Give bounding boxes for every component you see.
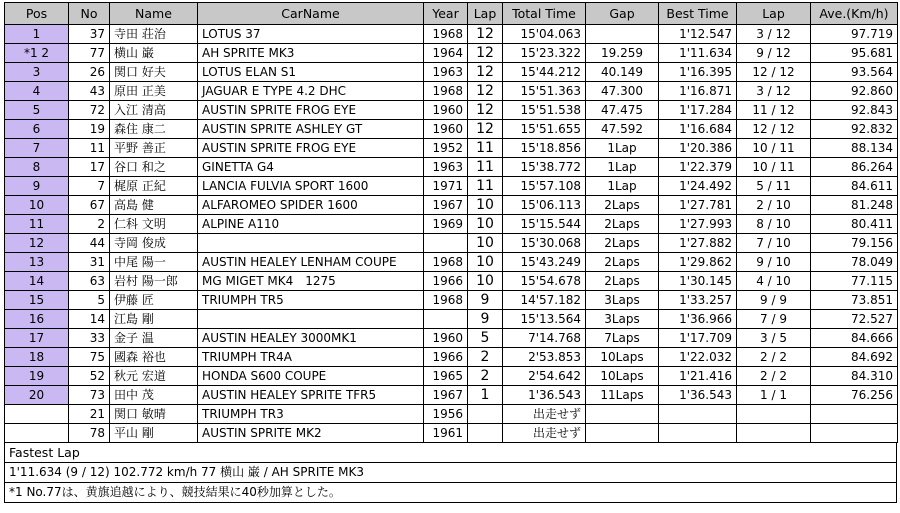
cell-pos: 9: [5, 177, 69, 196]
cell-lap: 10: [468, 253, 503, 272]
cell-no: 52: [69, 367, 110, 386]
footnote: *1 No.77は、黄旗追越により、競技結果に40秒加算とした。: [4, 483, 897, 503]
cell-best-time: 1'33.257: [659, 291, 737, 310]
cell-total-time: 15'38.772: [503, 158, 586, 177]
cell-best-time: 1'11.634: [659, 44, 737, 63]
cell-carname: GINETTA G4: [198, 158, 424, 177]
col-header-name: Name: [110, 3, 198, 25]
cell-average: 86.264: [811, 158, 898, 177]
cell-best-time: 1'12.547: [659, 25, 737, 44]
table-row: [5, 291, 898, 310]
cell-pos: [5, 405, 69, 424]
cell-average: 81.248: [811, 196, 898, 215]
table-row: [5, 310, 898, 329]
cell-gap: 7Laps: [586, 329, 659, 348]
cell-gap: 10Laps: [586, 367, 659, 386]
cell-lap: 10: [468, 234, 503, 253]
cell-lap: 11: [468, 158, 503, 177]
cell-gap: 47.475: [586, 101, 659, 120]
cell-best-lap: 2 / 2: [737, 367, 811, 386]
cell-pos: *1 2: [5, 44, 69, 63]
cell-best-time: 1'24.492: [659, 177, 737, 196]
cell-pos: 14: [5, 272, 69, 291]
cell-pos: 17: [5, 329, 69, 348]
cell-total-time: 15'23.322: [503, 44, 586, 63]
cell-best-lap: 3 / 5: [737, 329, 811, 348]
cell-gap: 2Laps: [586, 272, 659, 291]
cell-best-time: 1'36.543: [659, 386, 737, 405]
cell-year: 1960: [424, 101, 468, 120]
cell-best-lap: [737, 405, 811, 424]
table-row: [5, 253, 898, 272]
cell-best-lap: 4 / 10: [737, 272, 811, 291]
cell-total-time: 15'06.113: [503, 196, 586, 215]
cell-gap: 3Laps: [586, 291, 659, 310]
cell-average: 92.843: [811, 101, 898, 120]
col-header-carname: CarName: [198, 3, 424, 25]
cell-average: 84.666: [811, 329, 898, 348]
cell-average: 78.049: [811, 253, 898, 272]
cell-best-time: [659, 405, 737, 424]
cell-gap: 10Laps: [586, 348, 659, 367]
cell-name: 伊藤 匠: [110, 291, 198, 310]
cell-best-lap: 9 / 12: [737, 44, 811, 63]
cell-carname: TRIUMPH TR3: [198, 405, 424, 424]
cell-carname: AUSTIN SPRITE FROG EYE: [198, 139, 424, 158]
table-row: [5, 63, 898, 82]
cell-lap: 10: [468, 272, 503, 291]
cell-name: 森住 康二: [110, 120, 198, 139]
cell-no: 43: [69, 82, 110, 101]
cell-pos: 16: [5, 310, 69, 329]
table-row: [5, 139, 898, 158]
cell-gap: [586, 424, 659, 443]
cell-total-time: 15'51.538: [503, 101, 586, 120]
cell-best-time: 1'17.709: [659, 329, 737, 348]
cell-lap: 12: [468, 101, 503, 120]
table-row: [5, 234, 898, 253]
cell-gap: 47.300: [586, 82, 659, 101]
col-header-best-lap: Lap: [737, 3, 811, 25]
cell-best-time: 1'27.781: [659, 196, 737, 215]
cell-total-time: 15'51.655: [503, 120, 586, 139]
cell-lap: 9: [468, 291, 503, 310]
cell-name: 原田 正美: [110, 82, 198, 101]
cell-total-time: 出走せず: [503, 405, 586, 424]
cell-carname: TRIUMPH TR5: [198, 291, 424, 310]
cell-name: 入江 清高: [110, 101, 198, 120]
cell-year: 1967: [424, 196, 468, 215]
table-row: [5, 405, 898, 424]
fastest-lap-title: Fastest Lap: [4, 443, 897, 463]
cell-year: 1960: [424, 120, 468, 139]
cell-average: 84.692: [811, 348, 898, 367]
results-table: [4, 2, 898, 443]
cell-best-lap: [737, 424, 811, 443]
cell-no: 72: [69, 101, 110, 120]
cell-no: 78: [69, 424, 110, 443]
cell-average: 84.310: [811, 367, 898, 386]
cell-best-time: 1'22.032: [659, 348, 737, 367]
cell-carname: AUSTIN SPRITE ASHLEY GT: [198, 120, 424, 139]
cell-best-lap: 8 / 10: [737, 215, 811, 234]
col-header-year: Year: [424, 3, 468, 25]
cell-total-time: 15'18.856: [503, 139, 586, 158]
cell-carname: AUSTIN HEALEY 3000MK1: [198, 329, 424, 348]
cell-best-lap: 12 / 12: [737, 120, 811, 139]
cell-total-time: 15'51.363: [503, 82, 586, 101]
cell-name: 國森 裕也: [110, 348, 198, 367]
table-row: [5, 101, 898, 120]
table-row: [5, 120, 898, 139]
cell-pos: 15: [5, 291, 69, 310]
cell-carname: JAGUAR E TYPE 4.2 DHC: [198, 82, 424, 101]
cell-best-time: 1'29.862: [659, 253, 737, 272]
cell-best-time: 1'21.416: [659, 367, 737, 386]
table-row: [5, 367, 898, 386]
cell-best-time: [659, 424, 737, 443]
cell-year: 1969: [424, 215, 468, 234]
cell-total-time: 15'43.249: [503, 253, 586, 272]
cell-average: 79.156: [811, 234, 898, 253]
cell-pos: 12: [5, 234, 69, 253]
cell-best-time: 1'36.966: [659, 310, 737, 329]
cell-name: 平山 剛: [110, 424, 198, 443]
cell-best-lap: 3 / 12: [737, 25, 811, 44]
cell-name: 江島 剛: [110, 310, 198, 329]
cell-total-time: 1'36.543: [503, 386, 586, 405]
cell-carname: MG MIGET MK4 1275: [198, 272, 424, 291]
cell-no: 14: [69, 310, 110, 329]
table-row: [5, 82, 898, 101]
cell-year: 1968: [424, 253, 468, 272]
table-row: [5, 44, 898, 63]
cell-lap: 2: [468, 367, 503, 386]
results-footer: [4, 443, 897, 503]
cell-total-time: 出走せず: [503, 424, 586, 443]
cell-pos: 11: [5, 215, 69, 234]
cell-gap: [586, 25, 659, 44]
cell-best-time: 1'16.684: [659, 120, 737, 139]
cell-no: 7: [69, 177, 110, 196]
col-header-total-time: Total Time: [503, 3, 586, 25]
cell-best-lap: 7 / 9: [737, 310, 811, 329]
cell-year: 1964: [424, 44, 468, 63]
cell-year: 1952: [424, 139, 468, 158]
header-row: [5, 3, 898, 25]
table-row: [5, 177, 898, 196]
cell-carname: AH SPRITE MK3: [198, 44, 424, 63]
cell-no: 19: [69, 120, 110, 139]
cell-average: 92.832: [811, 120, 898, 139]
cell-year: 1963: [424, 158, 468, 177]
cell-gap: 2Laps: [586, 234, 659, 253]
cell-best-lap: 10 / 11: [737, 158, 811, 177]
cell-best-lap: 7 / 10: [737, 234, 811, 253]
cell-average: 92.860: [811, 82, 898, 101]
cell-year: 1963: [424, 63, 468, 82]
cell-year: 1971: [424, 177, 468, 196]
table-row: [5, 329, 898, 348]
cell-pos: 5: [5, 101, 69, 120]
cell-average: 73.851: [811, 291, 898, 310]
col-header-best-time: Best Time: [659, 3, 737, 25]
cell-lap: 12: [468, 82, 503, 101]
cell-year: [424, 310, 468, 329]
cell-average: 80.411: [811, 215, 898, 234]
col-header-lap: Lap: [468, 3, 503, 25]
table-row: [5, 424, 898, 443]
cell-no: 75: [69, 348, 110, 367]
cell-average: 77.115: [811, 272, 898, 291]
cell-best-lap: 3 / 12: [737, 82, 811, 101]
cell-lap: [468, 405, 503, 424]
cell-best-time: 1'16.395: [659, 63, 737, 82]
cell-gap: 1Lap: [586, 177, 659, 196]
cell-pos: 1: [5, 25, 69, 44]
cell-gap: 40.149: [586, 63, 659, 82]
cell-name: 谷口 和之: [110, 158, 198, 177]
cell-lap: 12: [468, 25, 503, 44]
cell-best-lap: 12 / 12: [737, 63, 811, 82]
cell-lap: 1: [468, 386, 503, 405]
cell-average: 76.256: [811, 386, 898, 405]
cell-gap: 2Laps: [586, 215, 659, 234]
cell-no: 37: [69, 25, 110, 44]
col-header-average: Ave.(Km/h): [811, 3, 898, 25]
cell-year: 1966: [424, 272, 468, 291]
cell-best-time: 1'16.871: [659, 82, 737, 101]
cell-name: 梶原 正紀: [110, 177, 198, 196]
cell-year: [424, 234, 468, 253]
cell-carname: AUSTIN SPRITE FROG EYE: [198, 101, 424, 120]
cell-name: 田中 茂: [110, 386, 198, 405]
cell-carname: TRIUMPH TR4A: [198, 348, 424, 367]
cell-carname: LANCIA FULVIA SPORT 1600: [198, 177, 424, 196]
cell-pos: 6: [5, 120, 69, 139]
cell-total-time: 15'04.063: [503, 25, 586, 44]
cell-best-lap: 9 / 10: [737, 253, 811, 272]
table-row: [5, 158, 898, 177]
cell-total-time: 14'57.182: [503, 291, 586, 310]
cell-best-lap: 9 / 9: [737, 291, 811, 310]
cell-average: 72.527: [811, 310, 898, 329]
cell-name: 岩村 陽一郎: [110, 272, 198, 291]
col-header-pos: Pos: [5, 3, 69, 25]
cell-gap: [586, 405, 659, 424]
cell-average: 93.564: [811, 63, 898, 82]
fastest-lap-detail: 1'11.634 (9 / 12) 102.772 km/h 77 横山 巌 / AH SPRITE MK3: [4, 463, 897, 483]
cell-lap: 12: [468, 63, 503, 82]
cell-total-time: 7'14.768: [503, 329, 586, 348]
cell-name: 横山 巌: [110, 44, 198, 63]
cell-lap: 11: [468, 177, 503, 196]
results-sheet: [4, 2, 897, 503]
cell-best-time: 1'30.145: [659, 272, 737, 291]
cell-year: 1967: [424, 386, 468, 405]
cell-lap: 2: [468, 348, 503, 367]
cell-carname: LOTUS 37: [198, 25, 424, 44]
cell-best-time: 1'17.284: [659, 101, 737, 120]
cell-no: 5: [69, 291, 110, 310]
cell-no: 11: [69, 139, 110, 158]
cell-pos: 7: [5, 139, 69, 158]
cell-pos: 13: [5, 253, 69, 272]
cell-carname: ALFAROMEO SPIDER 1600: [198, 196, 424, 215]
cell-average: 84.611: [811, 177, 898, 196]
cell-best-lap: 5 / 11: [737, 177, 811, 196]
cell-name: 秋元 宏道: [110, 367, 198, 386]
cell-no: 17: [69, 158, 110, 177]
col-header-gap: Gap: [586, 3, 659, 25]
cell-name: 寺岡 俊成: [110, 234, 198, 253]
cell-carname: [198, 234, 424, 253]
cell-gap: 2Laps: [586, 253, 659, 272]
cell-carname: AUSTIN SPRITE MK2: [198, 424, 424, 443]
cell-no: 73: [69, 386, 110, 405]
cell-best-time: 1'20.386: [659, 139, 737, 158]
cell-no: 31: [69, 253, 110, 272]
cell-carname: AUSTIN HEALEY SPRITE TFR5: [198, 386, 424, 405]
cell-best-lap: 2 / 2: [737, 348, 811, 367]
table-row: [5, 196, 898, 215]
cell-best-lap: 10 / 11: [737, 139, 811, 158]
cell-year: 1960: [424, 329, 468, 348]
cell-no: 63: [69, 272, 110, 291]
cell-average: 88.134: [811, 139, 898, 158]
cell-year: 1965: [424, 367, 468, 386]
cell-best-lap: 2 / 10: [737, 196, 811, 215]
cell-carname: AUSTIN HEALEY LENHAM COUPE: [198, 253, 424, 272]
cell-gap: 2Laps: [586, 196, 659, 215]
cell-no: 77: [69, 44, 110, 63]
cell-no: 26: [69, 63, 110, 82]
cell-year: 1961: [424, 424, 468, 443]
cell-best-time: 1'27.993: [659, 215, 737, 234]
cell-name: 平野 善正: [110, 139, 198, 158]
cell-name: 中尾 陽一: [110, 253, 198, 272]
cell-year: 1968: [424, 291, 468, 310]
cell-gap: 47.592: [586, 120, 659, 139]
table-row: [5, 25, 898, 44]
cell-pos: 3: [5, 63, 69, 82]
cell-best-lap: 11 / 12: [737, 101, 811, 120]
cell-name: 高島 健: [110, 196, 198, 215]
cell-no: 44: [69, 234, 110, 253]
cell-average: [811, 405, 898, 424]
cell-year: 1968: [424, 25, 468, 44]
cell-pos: 4: [5, 82, 69, 101]
cell-average: 95.681: [811, 44, 898, 63]
cell-best-time: 1'22.379: [659, 158, 737, 177]
cell-pos: 20: [5, 386, 69, 405]
cell-total-time: 2'53.853: [503, 348, 586, 367]
cell-pos: 19: [5, 367, 69, 386]
cell-carname: LOTUS ELAN S1: [198, 63, 424, 82]
cell-lap: 10: [468, 215, 503, 234]
cell-best-lap: 1 / 1: [737, 386, 811, 405]
cell-total-time: 15'57.108: [503, 177, 586, 196]
results-body: [5, 25, 898, 443]
table-row: [5, 272, 898, 291]
cell-no: 67: [69, 196, 110, 215]
cell-year: 1956: [424, 405, 468, 424]
cell-gap: 19.259: [586, 44, 659, 63]
cell-gap: 1Lap: [586, 158, 659, 177]
cell-no: 21: [69, 405, 110, 424]
cell-pos: 8: [5, 158, 69, 177]
cell-lap: 9: [468, 310, 503, 329]
table-row: [5, 386, 898, 405]
cell-lap: 12: [468, 44, 503, 63]
cell-year: 1966: [424, 348, 468, 367]
cell-no: 2: [69, 215, 110, 234]
cell-total-time: 15'30.068: [503, 234, 586, 253]
cell-lap: 12: [468, 120, 503, 139]
cell-average: [811, 424, 898, 443]
cell-total-time: 2'54.642: [503, 367, 586, 386]
cell-year: 1968: [424, 82, 468, 101]
cell-gap: 1Lap: [586, 139, 659, 158]
cell-pos: 18: [5, 348, 69, 367]
cell-pos: 10: [5, 196, 69, 215]
cell-lap: 5: [468, 329, 503, 348]
cell-gap: 11Laps: [586, 386, 659, 405]
cell-name: 寺田 荘治: [110, 25, 198, 44]
cell-no: 33: [69, 329, 110, 348]
cell-name: 仁科 文明: [110, 215, 198, 234]
cell-lap: 10: [468, 196, 503, 215]
cell-best-time: 1'27.882: [659, 234, 737, 253]
cell-name: 関口 好夫: [110, 63, 198, 82]
table-row: [5, 215, 898, 234]
cell-name: 金子 温: [110, 329, 198, 348]
cell-carname: [198, 310, 424, 329]
cell-gap: 3Laps: [586, 310, 659, 329]
cell-name: 関口 敏晴: [110, 405, 198, 424]
cell-lap: 11: [468, 139, 503, 158]
col-header-no: No: [69, 3, 110, 25]
cell-average: 97.719: [811, 25, 898, 44]
cell-carname: HONDA S600 COUPE: [198, 367, 424, 386]
cell-total-time: 15'15.544: [503, 215, 586, 234]
table-row: [5, 348, 898, 367]
cell-pos: [5, 424, 69, 443]
cell-total-time: 15'54.678: [503, 272, 586, 291]
cell-total-time: 15'44.212: [503, 63, 586, 82]
cell-total-time: 15'13.564: [503, 310, 586, 329]
cell-lap: [468, 424, 503, 443]
cell-carname: ALPINE A110: [198, 215, 424, 234]
